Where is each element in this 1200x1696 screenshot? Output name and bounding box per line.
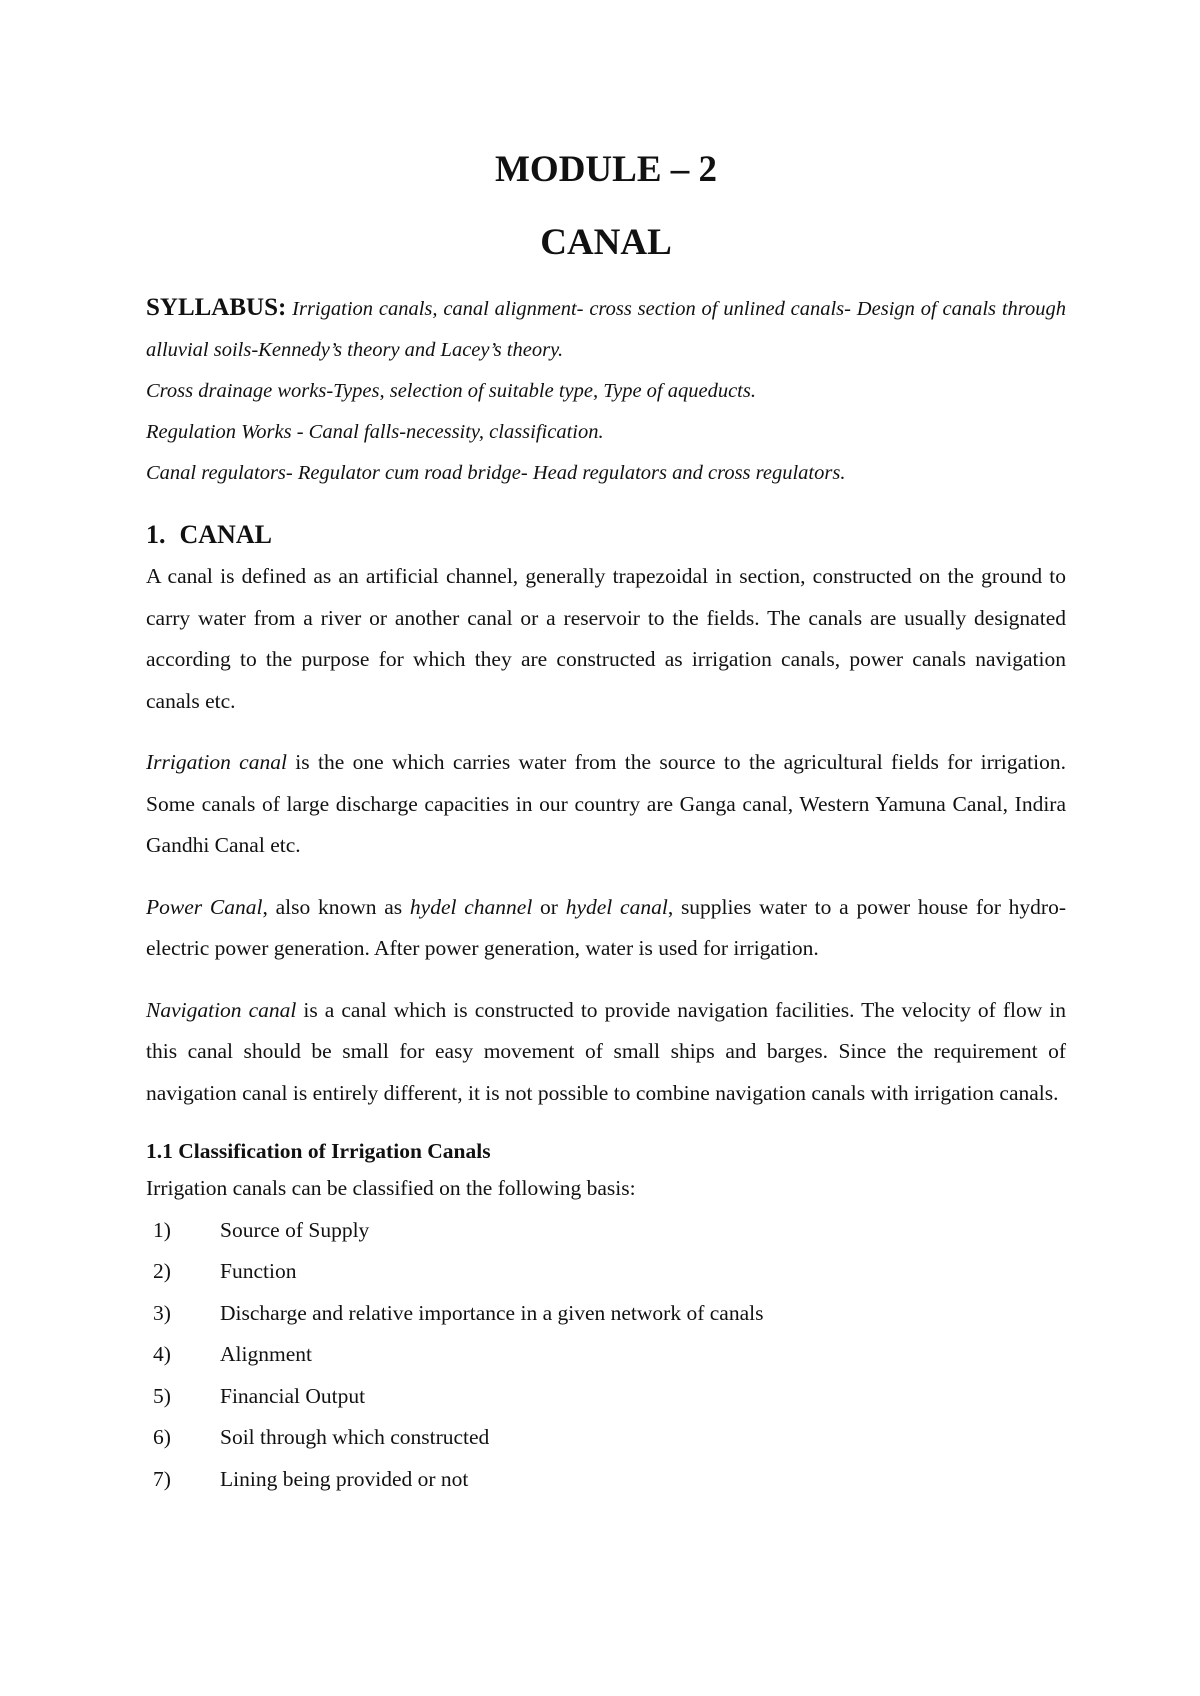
list-item-number: 4) [153, 1342, 171, 1366]
syllabus-line-1 [146, 287, 1066, 371]
power-canal-text-c: , supplies water to a power house for hydro-electric power generation. After power generation, water is used for irrigation. [146, 894, 1066, 960]
syllabus-label: SYLLABUS: [146, 294, 287, 321]
list-item [146, 1251, 1066, 1293]
syllabus-line-2: Cross drainage works-Types, selection of suitable type, Type of aqueducts. [146, 380, 756, 402]
classification-heading: 1.1 Classification of Irrigation Canals [146, 1139, 491, 1163]
syllabus-line-4: Canal regulators- Regulator cum road bridge- Head regulators and cross regulators. [146, 462, 846, 484]
canal-definition-paragraph: A canal is defined as an artificial channel, generally trapezoidal in section, constructed on the ground to carry water from a river or another canal or a reservoir to the fields. The canals are usually designated according to the purpose for which they are constructed as irrigation canals, power canals navigation canals etc. [146, 564, 1066, 713]
list-item-number: 6) [153, 1425, 171, 1449]
section-heading-canal [146, 520, 1066, 550]
topic-title: CANAL [540, 222, 672, 263]
module-title: MODULE – 2 [495, 149, 717, 190]
list-item-text: Alignment [220, 1342, 312, 1366]
syllabus-block [146, 287, 1066, 494]
list-item-text: Source of Supply [220, 1217, 370, 1242]
navigation-canal-text: is a canal which is constructed to provide navigation facilities. The velocity of flow in this canal should be small for easy movement of small ships and barges. Since the requirement of navigation canal is entirely different, it is not possible to combine navigation canals with irrigation canals. [146, 997, 1066, 1105]
power-canal-paragraph [146, 887, 1066, 970]
list-item-text: Function [220, 1259, 297, 1283]
list-item [146, 1376, 1066, 1418]
page-content [146, 140, 1066, 1500]
list-item-number: 7) [153, 1466, 171, 1491]
list-item-text: Financial Output [220, 1383, 366, 1408]
power-canal-text-a: , also known as [262, 894, 410, 919]
list-item-number: 2) [153, 1259, 171, 1283]
list-item-text: Discharge and relative importance in a given network of canals [220, 1300, 764, 1325]
classification-list [146, 1210, 1066, 1501]
syllabus-text-1: Irrigation canals, canal alignment- cross section of unlined canals- Design of canals through alluvial soils-Kennedy’s theory and Lacey’s theory. [146, 298, 1066, 361]
list-item-number: 3) [153, 1300, 171, 1325]
classification-intro: Irrigation canals can be classified on the following basis: [146, 1176, 636, 1200]
navigation-canal-term: Navigation canal [146, 997, 297, 1022]
navigation-canal-paragraph [146, 990, 1066, 1115]
syllabus-line-3: Regulation Works - Canal falls-necessity, classification. [146, 421, 604, 443]
list-item-text: Lining being provided or not [220, 1466, 469, 1491]
section-number: 1. [146, 520, 166, 549]
list-item [146, 1293, 1066, 1335]
list-item [146, 1417, 1066, 1459]
hydel-channel-term: hydel channel [409, 894, 533, 919]
hydel-canal-term: hydel canal [565, 894, 668, 919]
list-item [146, 1334, 1066, 1376]
list-item [146, 1210, 1066, 1252]
list-item-text: Soil through which constructed [220, 1425, 490, 1449]
power-canal-text-b: or [532, 894, 566, 919]
list-item [146, 1459, 1066, 1501]
list-item-number: 1) [153, 1217, 171, 1242]
section-title: CANAL [179, 520, 272, 549]
power-canal-term: Power Canal [146, 894, 263, 919]
irrigation-canal-paragraph [146, 742, 1066, 867]
list-item-number: 5) [153, 1383, 171, 1408]
irrigation-canal-text: is the one which carries water from the source to the agricultural fields for irrigation. Some canals of large discharge capacities in our country are Ganga canal, Western Yamuna Canal, Indira Gandhi Canal etc. [146, 750, 1066, 857]
irrigation-canal-term: Irrigation canal [146, 750, 287, 774]
